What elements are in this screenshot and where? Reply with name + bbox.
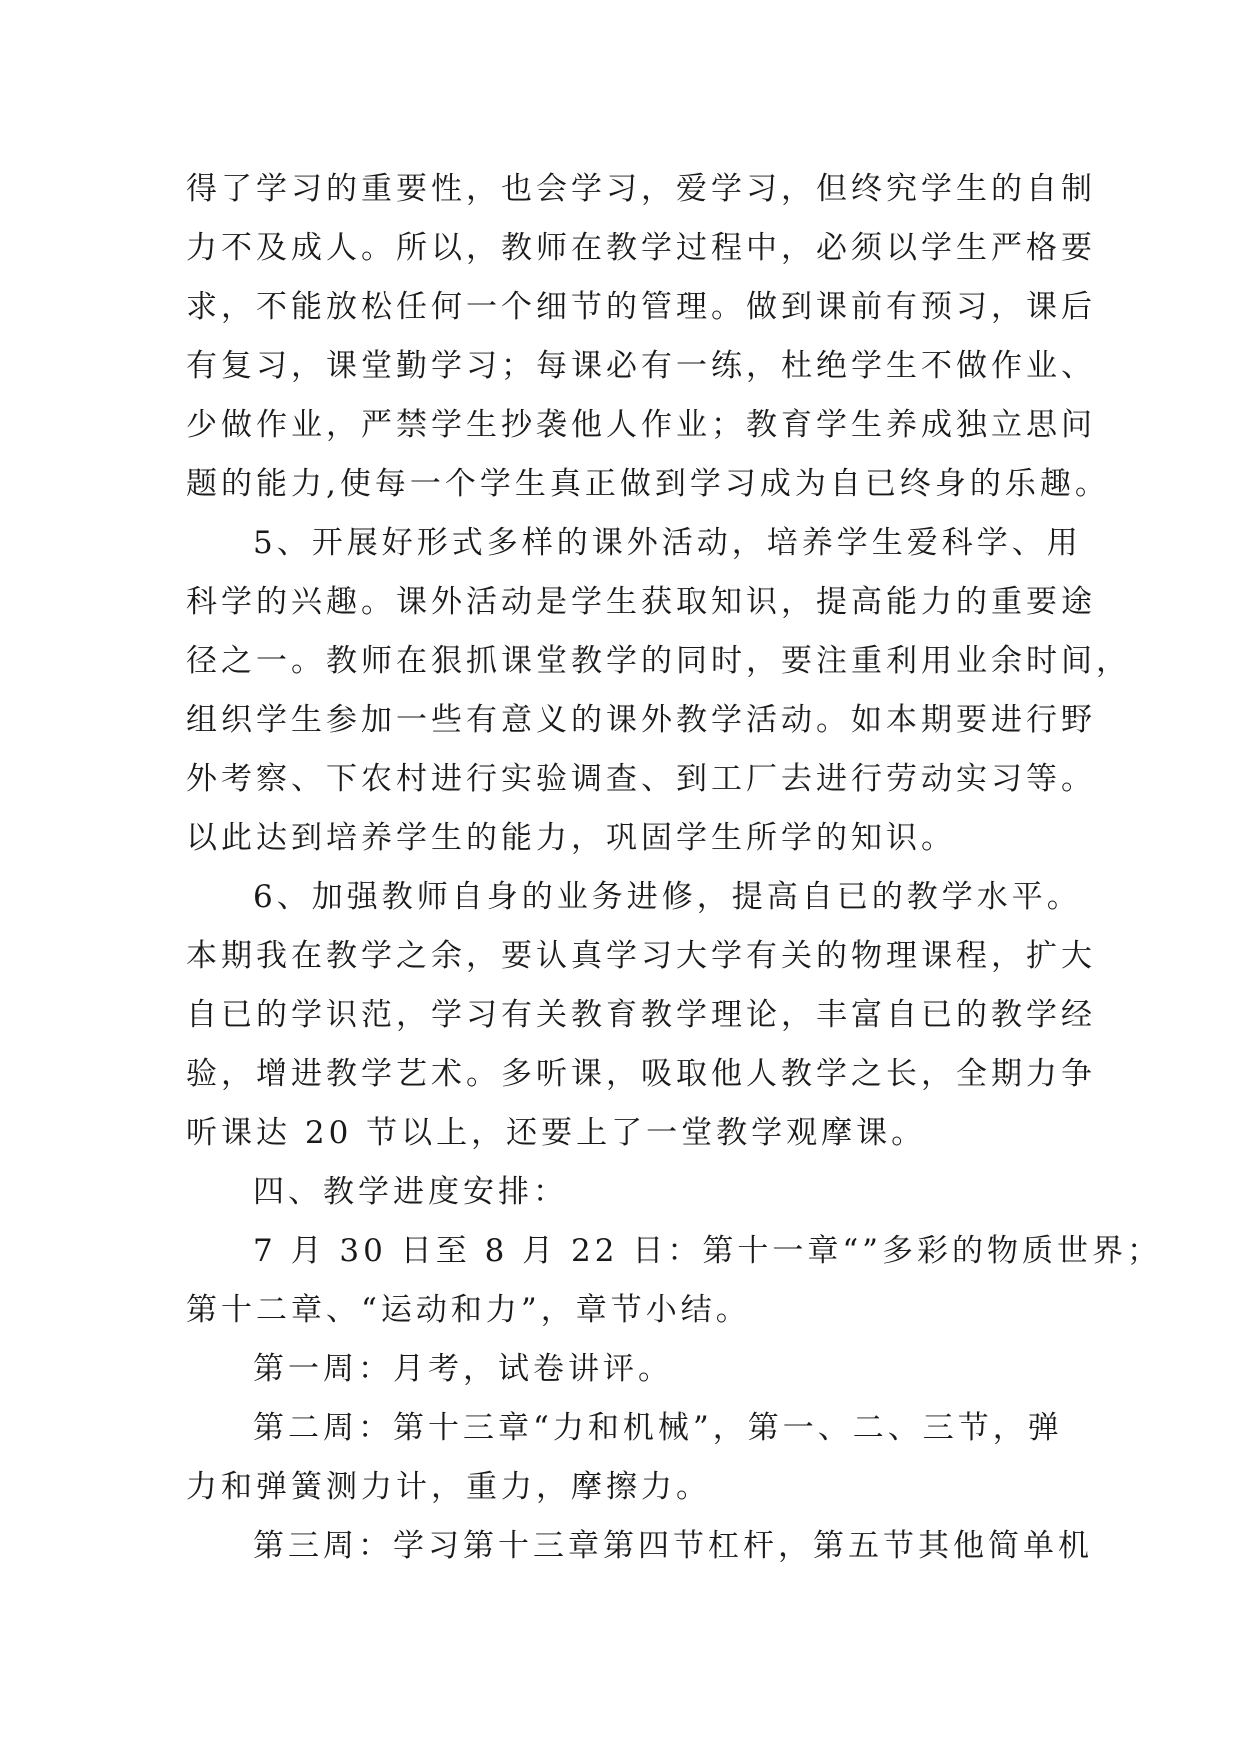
text-line: 有复习，课堂勤学习；每课必有一练，杜绝学生不做作业、 — [186, 348, 1096, 384]
text-line: 得了学习的重要性，也会学习，爱学习，但终究学生的自制 — [186, 171, 1096, 207]
text-line: 以此达到培养学生的能力，巩固学生所学的知识。 — [186, 820, 956, 856]
text-line: 组织学生参加一些有意义的课外教学活动。如本期要进行野 — [186, 702, 1096, 738]
text-line: 听课达 20 节以上，还要上了一堂教学观摩课。 — [186, 1115, 927, 1151]
text-line: 求，不能放松任何一个细节的管理。做到课前有预习，课后 — [186, 289, 1096, 325]
section-heading: 四、教学进度安排： — [253, 1174, 568, 1210]
text-line: 径之一。教师在狠抓课堂教学的同时，要注重利用业余时间， — [186, 643, 1131, 679]
text-line: 第十二章、“运动和力”，章节小结。 — [186, 1292, 751, 1328]
paragraph-first-line: 第三周：学习第十三章第四节杠杆，第五节其他简单机 — [253, 1528, 1093, 1564]
text-line: 科学的兴趣。课外活动是学生获取知识，提高能力的重要途 — [186, 584, 1096, 620]
text-line: 力不及成人。所以，教师在教学过程中，必须以学生严格要 — [186, 230, 1096, 266]
paragraph-first-line: 6、加强教师自身的业务进修，提高自已的教学水平。 — [253, 879, 1082, 915]
text-line: 题的能力,使每一个学生真正做到学习成为自已终身的乐趣。 — [186, 466, 1110, 502]
text-line: 少做作业，严禁学生抄袭他人作业；教育学生养成独立思问 — [186, 407, 1096, 443]
paragraph-first-line: 5、开展好形式多样的课外活动，培养学生爱科学、用 — [253, 525, 1082, 561]
paragraph-first-line: 第一周：月考，试卷讲评。 — [253, 1351, 673, 1387]
text-line: 本期我在教学之余，要认真学习大学有关的物理课程，扩大 — [186, 938, 1096, 974]
text-line: 外考察、下农村进行实验调查、到工厂去进行劳动实习等。 — [186, 761, 1096, 797]
text-line: 自已的学识范，学习有关教育教学理论，丰富自已的教学经 — [186, 997, 1096, 1033]
paragraph-first-line: 7 月 30 日至 8 月 22 日：第十一章“”多彩的物质世界； — [253, 1233, 1163, 1269]
paragraph-first-line: 第二周：第十三章“力和机械”，第一、二、三节，弹 — [253, 1410, 1063, 1446]
text-line: 验，增进教学艺术。多听课，吸取他人教学之长，全期力争 — [186, 1056, 1096, 1092]
document-body — [186, 160, 1163, 1576]
text-line: 力和弹簧测力计，重力，摩擦力。 — [186, 1469, 711, 1505]
